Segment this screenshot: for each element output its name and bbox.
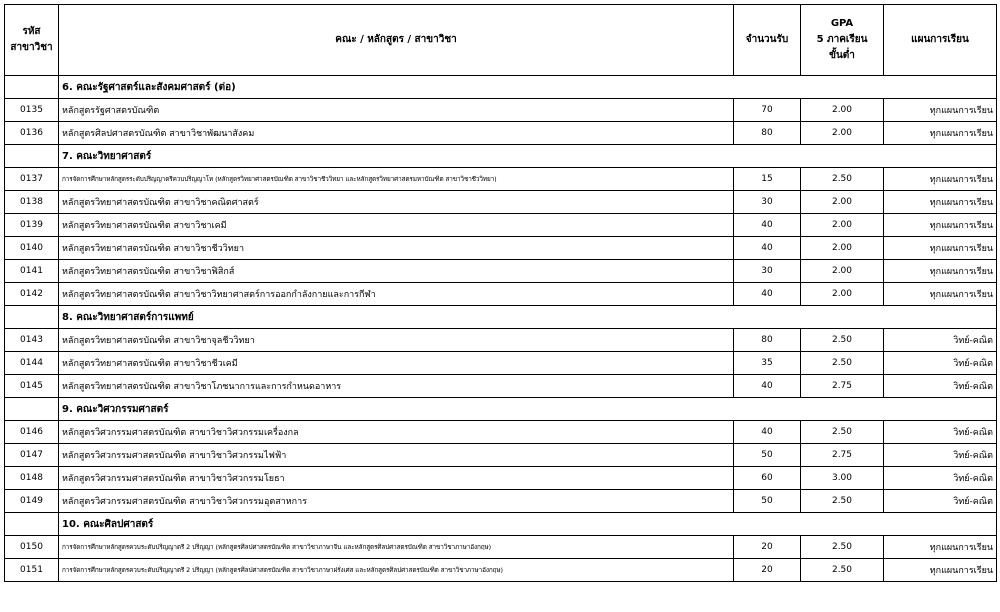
program-code: 0144 bbox=[5, 352, 59, 375]
seats-count: 60 bbox=[734, 467, 801, 490]
group-code-cell bbox=[5, 145, 59, 168]
header-gpa bbox=[801, 5, 884, 76]
study-plan: วิทย์-คณิต bbox=[884, 352, 997, 375]
program-name: การจัดการศึกษาหลักสูตรระดับปริญญาตรีควบปริญญาโท (หลักสูตรวิทยาศาสตรบัณฑิต สาขาวิชาชีววิทยา และหลักสูตรวิทยาศาสตรมหาบัณฑิต สาขาวิชาชีววิทยา) bbox=[59, 168, 734, 191]
program-name: หลักสูตรวิทยาศาสตรบัณฑิต สาขาวิชาจุลชีววิทยา bbox=[59, 329, 734, 352]
min-gpa: 2.75 bbox=[801, 444, 884, 467]
header-code-line1: รหัส bbox=[22, 26, 41, 37]
program-name: หลักสูตรวิทยาศาสตรบัณฑิต สาขาวิชาชีววิทยา bbox=[59, 237, 734, 260]
program-name: หลักสูตรวิทยาศาสตรบัณฑิต สาขาวิชาฟิสิกส์ bbox=[59, 260, 734, 283]
faculty-title: 9. คณะวิศวกรรมศาสตร์ bbox=[59, 398, 997, 421]
study-plan: วิทย์-คณิต bbox=[884, 444, 997, 467]
table-row bbox=[5, 329, 997, 352]
study-plan: ทุกแผนการเรียน bbox=[884, 559, 997, 582]
table-row bbox=[5, 490, 997, 513]
table-row bbox=[5, 237, 997, 260]
admission-table bbox=[4, 4, 997, 582]
min-gpa: 2.00 bbox=[801, 237, 884, 260]
program-name: หลักสูตรวิศวกรรมศาสตรบัณฑิต สาขาวิชาวิศวกรรมอุตสาหการ bbox=[59, 490, 734, 513]
header-gpa-line1: GPA bbox=[830, 18, 854, 29]
seats-count: 30 bbox=[734, 191, 801, 214]
program-code: 0136 bbox=[5, 122, 59, 145]
table-row bbox=[5, 168, 997, 191]
study-plan: ทุกแผนการเรียน bbox=[884, 214, 997, 237]
program-code: 0137 bbox=[5, 168, 59, 191]
group-code-cell bbox=[5, 398, 59, 421]
study-plan: วิทย์-คณิต bbox=[884, 329, 997, 352]
program-name: หลักสูตรวิทยาศาสตรบัณฑิต สาขาวิชาเคมี bbox=[59, 214, 734, 237]
study-plan: ทุกแผนการเรียน bbox=[884, 260, 997, 283]
table-row bbox=[5, 467, 997, 490]
faculty-title: 6. คณะรัฐศาสตร์และสังคมศาสตร์ (ต่อ) bbox=[59, 76, 997, 99]
group-code-cell bbox=[5, 513, 59, 536]
header-code-line2: สาขาวิชา bbox=[10, 42, 53, 53]
seats-count: 35 bbox=[734, 352, 801, 375]
program-code: 0140 bbox=[5, 237, 59, 260]
faculty-group-row bbox=[5, 513, 997, 536]
study-plan: ทุกแผนการเรียน bbox=[884, 168, 997, 191]
program-code: 0138 bbox=[5, 191, 59, 214]
program-name: หลักสูตรวิศวกรรมศาสตรบัณฑิต สาขาวิชาวิศวกรรมไฟฟ้า bbox=[59, 444, 734, 467]
program-code: 0141 bbox=[5, 260, 59, 283]
min-gpa: 2.00 bbox=[801, 99, 884, 122]
program-name: หลักสูตรวิศวกรรมศาสตรบัณฑิต สาขาวิชาวิศวกรรมเครื่องกล bbox=[59, 421, 734, 444]
table-row bbox=[5, 122, 997, 145]
group-code-cell bbox=[5, 306, 59, 329]
header-gpa-line2: 5 ภาคเรียน bbox=[816, 34, 868, 45]
table-row bbox=[5, 191, 997, 214]
program-code: 0145 bbox=[5, 375, 59, 398]
min-gpa: 2.50 bbox=[801, 490, 884, 513]
program-code: 0143 bbox=[5, 329, 59, 352]
program-name: หลักสูตรวิทยาศาสตรบัณฑิต สาขาวิชาคณิตศาสตร์ bbox=[59, 191, 734, 214]
table-row bbox=[5, 99, 997, 122]
study-plan: วิทย์-คณิต bbox=[884, 421, 997, 444]
study-plan: ทุกแผนการเรียน bbox=[884, 191, 997, 214]
seats-count: 80 bbox=[734, 329, 801, 352]
seats-count: 40 bbox=[734, 375, 801, 398]
table-body bbox=[5, 76, 997, 582]
header-gpa-line3: ขั้นต่ำ bbox=[829, 50, 855, 61]
min-gpa: 2.50 bbox=[801, 168, 884, 191]
table-header-row bbox=[5, 5, 997, 76]
program-name: หลักสูตรวิทยาศาสตรบัณฑิต สาขาวิชาโภชนาการและการกำหนดอาหาร bbox=[59, 375, 734, 398]
min-gpa: 2.00 bbox=[801, 122, 884, 145]
table-row bbox=[5, 421, 997, 444]
program-code: 0135 bbox=[5, 99, 59, 122]
table-row bbox=[5, 559, 997, 582]
seats-count: 80 bbox=[734, 122, 801, 145]
study-plan: วิทย์-คณิต bbox=[884, 490, 997, 513]
program-name: หลักสูตรวิทยาศาสตรบัณฑิต สาขาวิชาชีวเคมี bbox=[59, 352, 734, 375]
seats-count: 50 bbox=[734, 490, 801, 513]
header-code bbox=[5, 5, 59, 76]
program-code: 0142 bbox=[5, 283, 59, 306]
seats-count: 40 bbox=[734, 283, 801, 306]
faculty-group-row bbox=[5, 145, 997, 168]
table-row bbox=[5, 260, 997, 283]
min-gpa: 2.00 bbox=[801, 283, 884, 306]
program-code: 0150 bbox=[5, 536, 59, 559]
program-code: 0148 bbox=[5, 467, 59, 490]
study-plan: ทุกแผนการเรียน bbox=[884, 99, 997, 122]
admission-table-container bbox=[4, 4, 996, 582]
faculty-group-row bbox=[5, 306, 997, 329]
min-gpa: 2.00 bbox=[801, 214, 884, 237]
seats-count: 20 bbox=[734, 559, 801, 582]
min-gpa: 2.50 bbox=[801, 536, 884, 559]
program-name: หลักสูตรวิศวกรรมศาสตรบัณฑิต สาขาวิชาวิศวกรรมโยธา bbox=[59, 467, 734, 490]
seats-count: 20 bbox=[734, 536, 801, 559]
min-gpa: 2.00 bbox=[801, 260, 884, 283]
min-gpa: 3.00 bbox=[801, 467, 884, 490]
table-row bbox=[5, 352, 997, 375]
seats-count: 30 bbox=[734, 260, 801, 283]
study-plan: ทุกแผนการเรียน bbox=[884, 536, 997, 559]
seats-count: 50 bbox=[734, 444, 801, 467]
header-seats: จำนวนรับ bbox=[734, 5, 801, 76]
program-code: 0151 bbox=[5, 559, 59, 582]
faculty-title: 7. คณะวิทยาศาสตร์ bbox=[59, 145, 997, 168]
table-row bbox=[5, 283, 997, 306]
table-row bbox=[5, 536, 997, 559]
faculty-title: 10. คณะศิลปศาสตร์ bbox=[59, 513, 997, 536]
table-row bbox=[5, 214, 997, 237]
min-gpa: 2.75 bbox=[801, 375, 884, 398]
header-plan: แผนการเรียน bbox=[884, 5, 997, 76]
program-code: 0149 bbox=[5, 490, 59, 513]
program-code: 0146 bbox=[5, 421, 59, 444]
table-row bbox=[5, 375, 997, 398]
program-name: หลักสูตรวิทยาศาสตรบัณฑิต สาขาวิชาวิทยาศาสตร์การออกกำลังกายและการกีฬา bbox=[59, 283, 734, 306]
faculty-group-row bbox=[5, 76, 997, 99]
study-plan: ทุกแผนการเรียน bbox=[884, 122, 997, 145]
study-plan: ทุกแผนการเรียน bbox=[884, 237, 997, 260]
min-gpa: 2.00 bbox=[801, 191, 884, 214]
study-plan: ทุกแผนการเรียน bbox=[884, 283, 997, 306]
seats-count: 40 bbox=[734, 214, 801, 237]
seats-count: 15 bbox=[734, 168, 801, 191]
seats-count: 40 bbox=[734, 237, 801, 260]
seats-count: 70 bbox=[734, 99, 801, 122]
group-code-cell bbox=[5, 76, 59, 99]
study-plan: วิทย์-คณิต bbox=[884, 375, 997, 398]
seats-count: 40 bbox=[734, 421, 801, 444]
program-name: การจัดการศึกษาหลักสูตรควบระดับปริญญาตรี 2 ปริญญา (หลักสูตรศิลปศาสตรบัณฑิต สาขาวิชาภาษาฝรั่งเศส และหลักสูตรศิลปศาสตรบัณฑิต สาขาวิชาภาษาอังกฤษ) bbox=[59, 559, 734, 582]
header-program: คณะ / หลักสูตร / สาขาวิชา bbox=[59, 5, 734, 76]
program-name: การจัดการศึกษาหลักสูตรควบระดับปริญญาตรี 2 ปริญญา (หลักสูตรศิลปศาสตรบัณฑิต สาขาวิชาภาษาจีน และหลักสูตรศิลปศาสตรบัณฑิต สาขาวิชาภาษาอังกฤษ) bbox=[59, 536, 734, 559]
faculty-title: 8. คณะวิทยาศาสตร์การแพทย์ bbox=[59, 306, 997, 329]
program-name: หลักสูตรรัฐศาสตรบัณฑิต bbox=[59, 99, 734, 122]
min-gpa: 2.50 bbox=[801, 559, 884, 582]
min-gpa: 2.50 bbox=[801, 352, 884, 375]
table-row bbox=[5, 444, 997, 467]
faculty-group-row bbox=[5, 398, 997, 421]
min-gpa: 2.50 bbox=[801, 329, 884, 352]
program-code: 0147 bbox=[5, 444, 59, 467]
min-gpa: 2.50 bbox=[801, 421, 884, 444]
study-plan: วิทย์-คณิต bbox=[884, 467, 997, 490]
program-code: 0139 bbox=[5, 214, 59, 237]
program-name: หลักสูตรศิลปศาสตรบัณฑิต สาขาวิชาพัฒนาสังคม bbox=[59, 122, 734, 145]
